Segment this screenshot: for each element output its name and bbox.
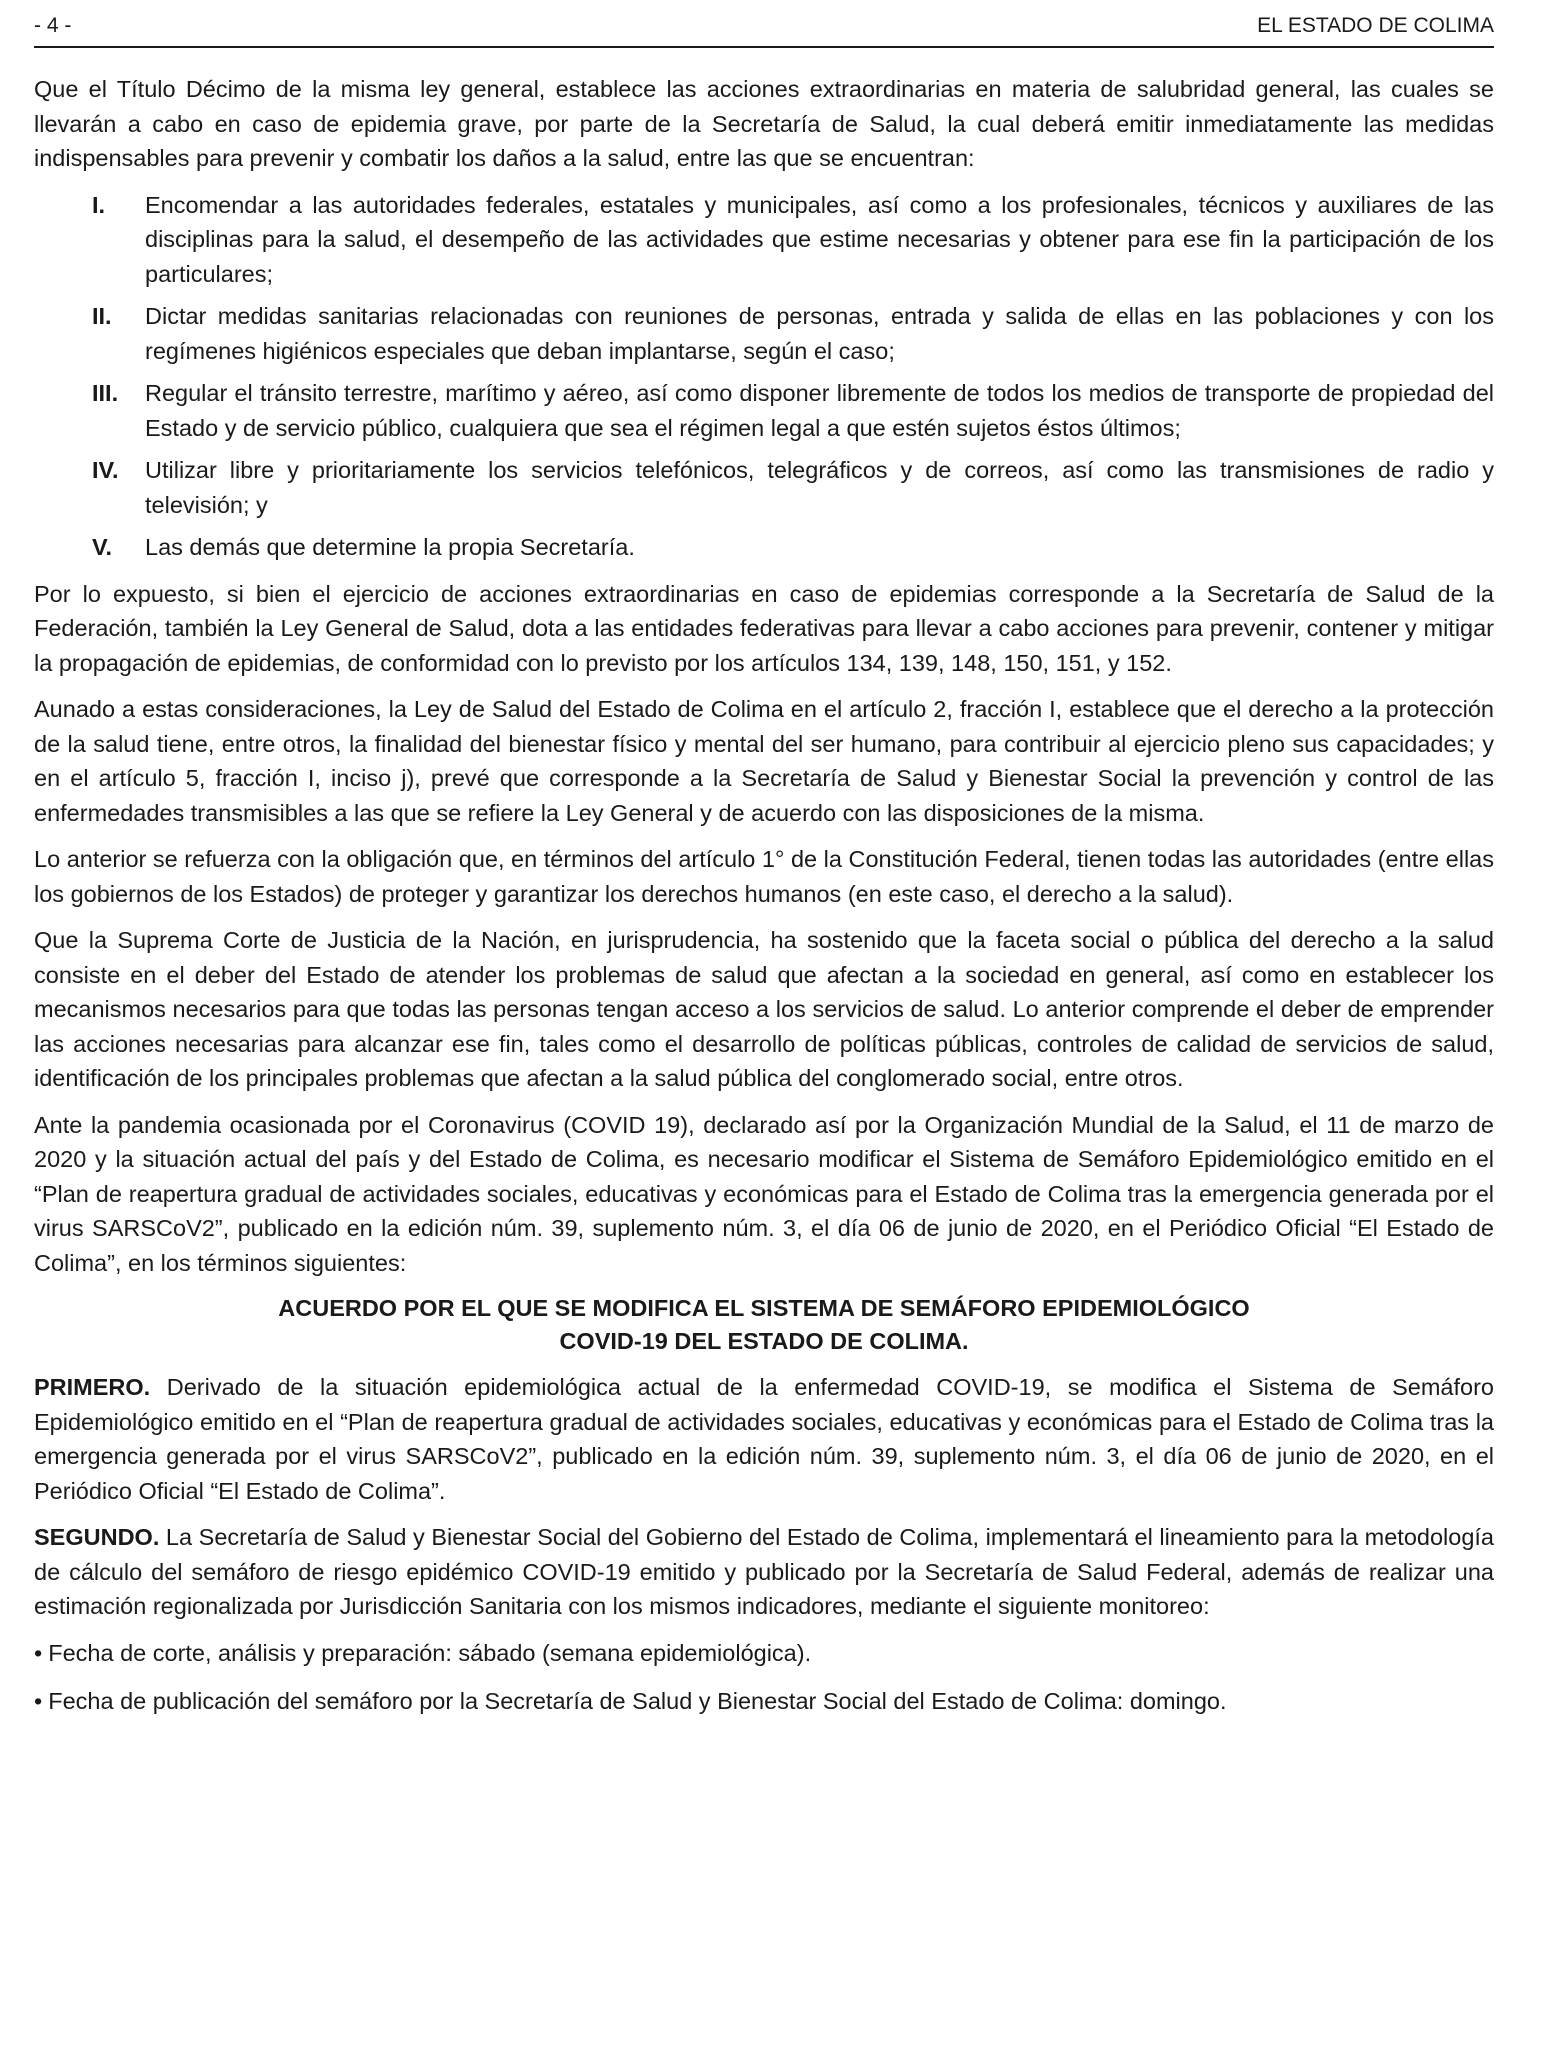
agreement-title-line1: ACUERDO POR EL QUE SE MODIFICA EL SISTEMA DE SEMÁFORO EPIDEMIOLÓGICO <box>278 1295 1250 1321</box>
article-segundo-lead: SEGUNDO. <box>34 1524 160 1550</box>
list-item-number: IV. <box>92 457 119 483</box>
paragraph-suprema-corte: Que la Suprema Corte de Justicia de la Nación, en jurisprudencia, ha sostenido que la faceta social o pública del derecho a la salud consiste en el deber del Estado de atender los problemas de salud que afectan a la sociedad en general, así como en establecer los mecanismos necesarios para que todas las personas tengan acceso a los servicios de salud. Lo anterior comprende el deber de emprender las acciones necesarias para alcanzar ese fin, tales como el desarrollo de políticas públicas, controles de calidad de servicios de salud, identificación de los principales problemas que afectan a la salud pública del conglomerado social, entre otros. <box>34 927 1494 1091</box>
measures-list <box>34 188 1494 565</box>
list-item <box>34 530 1494 565</box>
publication-name: EL ESTADO DE COLIMA <box>1257 14 1494 37</box>
article-primero <box>34 1370 1494 1508</box>
list-item <box>34 453 1494 522</box>
article-primero-lead: PRIMERO. <box>34 1374 151 1400</box>
list-item <box>34 188 1494 292</box>
article-segundo-text: La Secretaría de Salud y Bienestar Social del Gobierno del Estado de Colima, implementará el lineamiento para la metodología de cálculo del semáforo de riesgo epidémico COVID-19 emitido y publicado por la Secretaría de Salud Federal, además de realizar una estimación regionalizada por Jurisdicción Sanitaria con los mismos indicadores, mediante el siguiente monitoreo: <box>34 1524 1494 1619</box>
paragraph-pandemia: Ante la pandemia ocasionada por el Coronavirus (COVID 19), declarado así por la Organización Mundial de la Salud, el 11 de marzo de 2020 y la situación actual del país y del Estado de Colima, es necesario modificar el Sistema de Semáforo Epidemiológico emitido en el “Plan de reapertura gradual de actividades sociales, educativas y económicas para el Estado de Colima tras la emergencia generada por el virus SARSCoV2”, publicado en la edición núm. 39, suplemento núm. 3, el día 06 de junio de 2020, en el Periódico Oficial “El Estado de Colima”, en los términos siguientes: <box>34 1111 1494 1276</box>
list-item-text: Las demás que determine la propia Secretaría. <box>145 534 635 560</box>
list-item-number: III. <box>92 380 119 406</box>
document-body <box>34 72 1494 1733</box>
list-item <box>34 376 1494 445</box>
paragraph-por-lo-expuesto: Por lo expuesto, si bien el ejercicio de acciones extraordinarias en caso de epidemias corresponde a la Secretaría de Salud de la Federación, también la Ley General de Salud, dota a las entidades federativas para llevar a cabo acciones para prevenir, contener y mitigar la propagación de epidemias, de conformidad con lo previsto por los artículos 134, 139, 148, 150, 151, y 152. <box>34 580 1494 676</box>
bullet-mark: • <box>34 1688 43 1714</box>
bullet-mark: • <box>34 1639 43 1666</box>
list-item-text: Dictar medidas sanitarias relacionadas con reuniones de personas, entrada y salida de ellas en las poblaciones y con los regímenes higiénicos especiales que deban implantarse, según el caso; <box>145 303 1494 364</box>
list-item-number: V. <box>92 534 113 560</box>
paragraph-lo-anterior: Lo anterior se refuerza con la obligación que, en términos del artículo 1° de la Constitución Federal, tienen todas las autoridades (entre ellas los gobiernos de los Estados) de proteger y garantizar los derechos humanos (en este caso, el derecho a la salud). <box>34 846 1494 907</box>
bullet-text: Fecha de publicación del semáforo por la Secretaría de Salud y Bienestar Social del Estado de Colima: domingo. <box>48 1688 1227 1714</box>
agreement-title-line2: COVID-19 DEL ESTADO DE COLIMA. <box>559 1328 969 1354</box>
paragraph-aunado: Aunado a estas consideraciones, la Ley de Salud del Estado de Colima en el artículo 2, fracción I, establece que el derecho a la protección de la salud tiene, entre otros, la finalidad del bienestar físico y mental del ser humano, para contribuir al ejercicio pleno sus capacidades; y en el artículo 5, fracción I, inciso j), prevé que corresponde a la Secretaría de Salud y Bienestar Social la prevención y control de las enfermedades transmisibles a las que se refiere la Ley General y de acuerdo con las disposiciones de la misma. <box>34 696 1494 826</box>
page-header <box>34 12 1494 48</box>
list-item-number: II. <box>92 303 112 329</box>
list-item-text: Encomendar a las autoridades federales, estatales y municipales, así como a los profesionales, técnicos y auxiliares de las disciplinas para la salud, el desempeño de las actividades que estime necesarias y obtener para ese fin la participación de los particulares; <box>145 191 1494 287</box>
bullet-item <box>34 1636 1494 1671</box>
bullet-item <box>34 1684 1494 1719</box>
list-item-text: Regular el tránsito terrestre, marítimo y aéreo, así como disponer libremente de todos los medios de transporte de propiedad del Estado y de servicio público, cualquiera que sea el régimen legal a que estén sujetos éstos últimos; <box>145 380 1494 441</box>
list-item <box>34 299 1494 368</box>
list-item-number: I. <box>92 191 106 218</box>
article-primero-text: Derivado de la situación epidemiológica actual de la enfermedad COVID-19, se modifica el Sistema de Semáforo Epidemiológico emitido en el “Plan de reapertura gradual de actividades sociales, educativas y económicas para el Estado de Colima tras la emergencia generada por el virus SARSCoV2”, publicado en la edición núm. 39, suplemento núm. 3, el día 06 de junio de 2020, en el Periódico Oficial “El Estado de Colima”. <box>34 1374 1494 1504</box>
bullet-text: Fecha de corte, análisis y preparación: sábado (semana epidemiológica). <box>48 1639 812 1666</box>
agreement-title <box>34 1292 1494 1358</box>
page-number: - 4 - <box>34 14 72 37</box>
paragraph-titulo-decimo: Que el Título Décimo de la misma ley general, establece las acciones extraordinarias en materia de salubridad general, las cuales se llevarán a cabo en caso de epidemia grave, por parte de la Secretaría de Salud, la cual deberá emitir inmediatamente las medidas indispensables para prevenir y combatir los daños a la salud, entre las que se encuentran: <box>34 76 1494 171</box>
article-segundo <box>34 1520 1494 1624</box>
list-item-text: Utilizar libre y prioritariamente los servicios telefónicos, telegráficos y de correos, así como las transmisiones de radio y televisión; y <box>145 457 1494 518</box>
